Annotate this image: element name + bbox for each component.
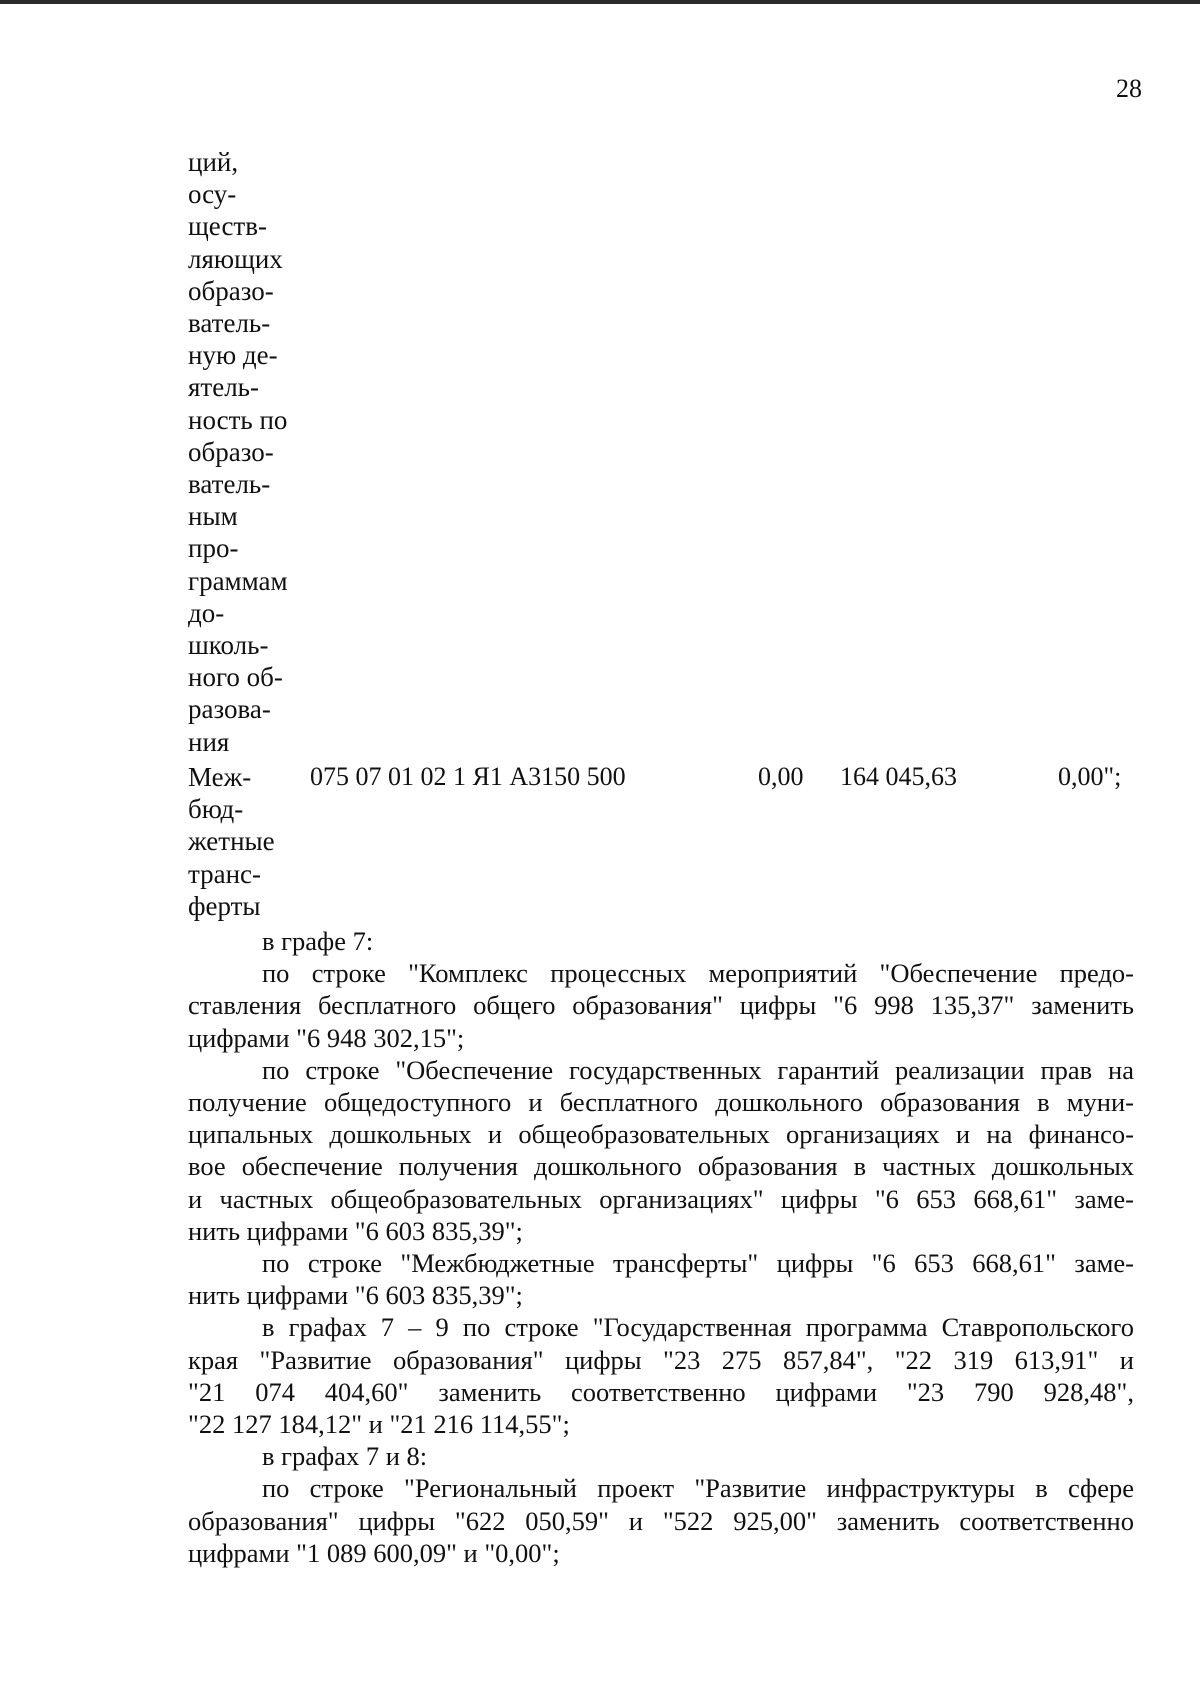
paragraph <box>188 1054 1134 1247</box>
text-line: нить цифрами "6 603 835,39"; <box>188 1280 523 1311</box>
text-line: получение общедоступного и бесплатного дошкольного образования в муни- <box>188 1087 1134 1118</box>
paragraph <box>188 1472 1134 1569</box>
label-word: про- <box>188 533 239 564</box>
label-word: ятель- <box>188 372 259 403</box>
label-word: разова- <box>188 694 271 725</box>
text-line: в графах 7 – 9 по строке "Государственная программа Ставропольского <box>262 1312 1134 1343</box>
label-word: до- <box>188 597 225 628</box>
row-name-word: ферты <box>188 890 261 921</box>
text-line: по строке "Обеспечение государственных гарантий реализации прав на <box>262 1054 1134 1085</box>
text-line: в графах 7 и 8: <box>262 1441 428 1472</box>
stacked-label <box>188 146 308 758</box>
label-word: образо- <box>188 436 274 467</box>
row-name-word: Меж- <box>188 762 252 792</box>
paragraph <box>188 925 1134 957</box>
label-word: образо- <box>188 275 274 306</box>
label-word: ность по <box>188 404 288 435</box>
row-value-1: 0,00 <box>758 762 804 791</box>
text-line: в графе 7: <box>262 926 374 956</box>
label-word: осу- <box>188 179 237 210</box>
label-word: граммам <box>188 565 288 596</box>
label-word: ций, <box>188 147 239 177</box>
label-word: ществ- <box>188 211 267 242</box>
amendment-text <box>188 925 1134 1569</box>
text-line: края "Развитие образования" цифры "23 275 857,84", "22 319 613,91" и <box>188 1344 1134 1375</box>
label-word: ния <box>188 726 230 757</box>
label-word: ного об- <box>188 662 283 693</box>
text-line: и частных общеобразовательных организациях" цифры "6 653 668,61" заме- <box>188 1183 1134 1214</box>
label-word: ватель- <box>188 308 271 339</box>
text-line: по строке "Межбюджетные трансферты" цифры "6 653 668,61" заме- <box>262 1248 1134 1279</box>
label-word: ляющих <box>188 243 283 274</box>
text-line: вое обеспечение получения дошкольного образования в частных дошкольных <box>188 1151 1134 1182</box>
text-line: по строке "Комплекс процессных мероприятий "Обеспечение предо- <box>262 958 1134 989</box>
paragraph <box>188 957 1134 1054</box>
label-word: ватель- <box>188 469 271 500</box>
row-value-2: 164 045,63 <box>840 762 957 791</box>
text-line: "21 074 404,60" заменить соответственно цифрами "23 790 928,48", <box>188 1376 1134 1407</box>
text-line: "22 127 184,12" и "21 216 114,55"; <box>188 1409 570 1440</box>
top-rule <box>0 0 1200 4</box>
label-word: школь- <box>188 630 269 661</box>
row-name-word: транс- <box>188 858 262 889</box>
text-line: образования" цифры "622 050,59" и "522 925,00" заменить соответственно <box>188 1505 1134 1536</box>
text-line: ципальных дошкольных и общеобразовательных организациях и на финансо- <box>188 1119 1134 1150</box>
label-word: ным <box>188 501 238 532</box>
row-value-3: 0,00"; <box>1058 762 1122 791</box>
paragraph <box>188 1440 1134 1472</box>
text-line: нить цифрами "6 603 835,39"; <box>188 1215 523 1246</box>
page-number: 28 <box>1116 74 1142 103</box>
text-line: цифрами "6 948 302,15"; <box>188 1022 465 1053</box>
row-name-word: бюд- <box>188 794 244 825</box>
table-row-name <box>188 761 308 922</box>
row-name-word: жетные <box>188 826 275 857</box>
paragraph <box>188 1311 1134 1440</box>
text-line: по строке "Региональный проект "Развитие инфраструктуры в сфере <box>262 1473 1134 1504</box>
row-code: 075 07 01 02 1 Я1 А3150 500 <box>310 762 626 791</box>
text-line: цифрами "1 089 600,09" и "0,00"; <box>188 1537 560 1568</box>
paragraph <box>188 1247 1134 1311</box>
label-word: ную де- <box>188 340 278 371</box>
text-line: ставления бесплатного общего образования" цифры "6 998 135,37" заменить <box>188 990 1134 1021</box>
